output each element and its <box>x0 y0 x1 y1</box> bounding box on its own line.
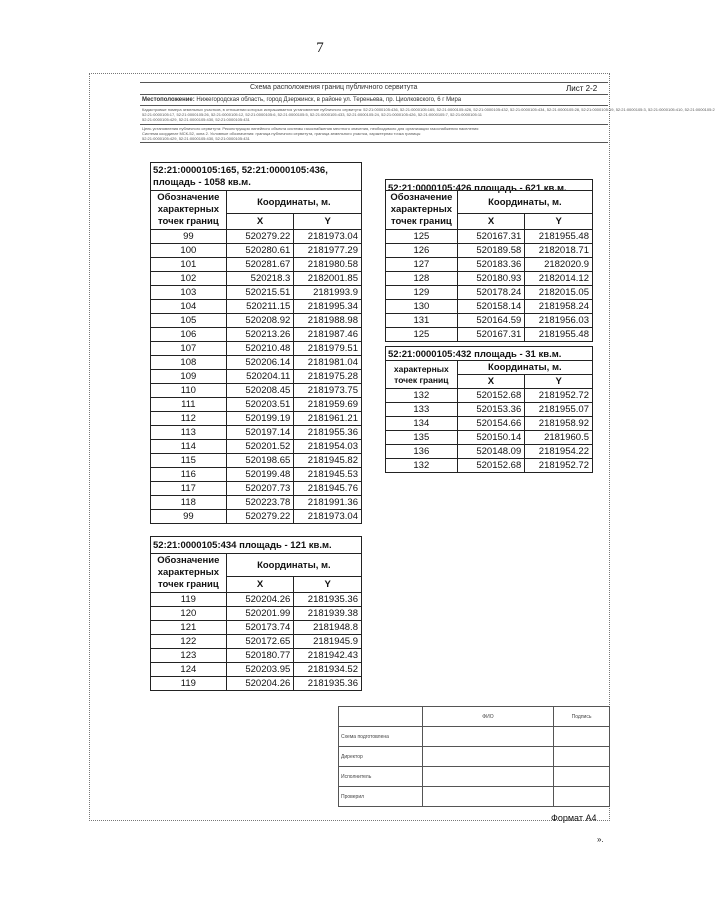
point-number: 103 <box>151 286 227 300</box>
y-coordinate: 2182001.85 <box>294 272 362 286</box>
x-coordinate: 520203.51 <box>226 398 294 412</box>
sig-col-fio: ФИО <box>422 707 553 727</box>
sig-fio-cell <box>422 747 553 767</box>
table4-title: 52:21:0000105:434 площадь - 121 кв.м. <box>150 536 362 553</box>
x-coordinate: 520180.77 <box>226 649 294 663</box>
point-number: 99 <box>151 510 227 524</box>
sig-col-sign: Подпись <box>554 707 610 727</box>
sig-row-director: Директор <box>339 747 423 767</box>
x-coordinate: 520152.68 <box>457 459 525 473</box>
point-number: 115 <box>151 454 227 468</box>
table-row <box>386 230 593 244</box>
y-coordinate: 2182020.9 <box>525 258 593 272</box>
point-number: 125 <box>386 230 458 244</box>
table-row <box>386 417 593 431</box>
point-number: 108 <box>151 356 227 370</box>
table3-title: 52:21:0000105:432 площадь - 31 кв.м. <box>385 346 593 360</box>
x-coordinate: 520203.95 <box>226 663 294 677</box>
point-number: 107 <box>151 342 227 356</box>
point-number: 132 <box>386 389 458 403</box>
column-header-y: Y <box>525 214 593 230</box>
y-coordinate: 2181945.76 <box>294 482 362 496</box>
point-number: 121 <box>151 621 227 635</box>
y-coordinate: 2181979.51 <box>294 342 362 356</box>
x-coordinate: 520201.99 <box>226 607 294 621</box>
cadastral-numbers-text: 52:21:0000105:429, 52:21:0000105:430, 52:21:0000105:431 <box>142 117 250 122</box>
x-coordinate: 520172.65 <box>226 635 294 649</box>
table-row <box>151 454 362 468</box>
table-row <box>151 314 362 328</box>
y-coordinate: 2181952.72 <box>525 389 593 403</box>
x-coordinate: 520208.92 <box>226 314 294 328</box>
coordinates-table-4 <box>150 553 362 691</box>
column-header-coords: Координаты, м. <box>226 191 361 214</box>
y-coordinate: 2181975.28 <box>294 370 362 384</box>
point-number: 113 <box>151 426 227 440</box>
table-row <box>151 510 362 524</box>
y-coordinate: 2181977.29 <box>294 244 362 258</box>
legend-text: 52:21:0000105:429, 52:21:0000105:430, 52:21:0000105:431 <box>142 136 250 141</box>
coordinates-table-1 <box>150 190 362 524</box>
x-coordinate: 520198.65 <box>226 454 294 468</box>
y-coordinate: 2181973.04 <box>294 510 362 524</box>
y-coordinate: 2181942.43 <box>294 649 362 663</box>
y-coordinate: 2181945.9 <box>294 635 362 649</box>
point-number: 116 <box>151 468 227 482</box>
signature-block <box>338 706 610 807</box>
table-row <box>151 440 362 454</box>
x-coordinate: 520204.11 <box>226 370 294 384</box>
table-row <box>386 272 593 286</box>
y-coordinate: 2181973.75 <box>294 384 362 398</box>
point-number: 129 <box>386 286 458 300</box>
table-row <box>386 258 593 272</box>
point-number: 105 <box>151 314 227 328</box>
table-row <box>386 445 593 459</box>
table-row <box>151 300 362 314</box>
header-divider <box>140 142 608 143</box>
x-coordinate: 520167.31 <box>457 230 525 244</box>
table-row <box>151 412 362 426</box>
y-coordinate: 2181991.36 <box>294 496 362 510</box>
x-coordinate: 520218.3 <box>226 272 294 286</box>
sig-row-checked: Проверил <box>339 787 423 807</box>
table-row <box>151 384 362 398</box>
page-number: 7 <box>316 40 324 56</box>
point-number: 100 <box>151 244 227 258</box>
y-coordinate: 2181987.46 <box>294 328 362 342</box>
location-value: Нижегородская область, город Дзержинск, в районе ул. Тереньева, пр. Циолковского, 6 г Мира <box>196 97 462 103</box>
purpose-text: Цель установления публичного сервитута: Реконструкция линейного объекта системы газоснабжения местного значения, необходимого для организации газоснабжения населения <box>142 126 479 131</box>
x-coordinate: 520201.52 <box>226 440 294 454</box>
point-number: 101 <box>151 258 227 272</box>
y-coordinate: 2181960.5 <box>525 431 593 445</box>
column-header-y: Y <box>525 375 593 389</box>
table-row <box>386 403 593 417</box>
table-row <box>151 370 362 384</box>
header-divider <box>140 82 608 83</box>
sig-corner <box>339 707 423 727</box>
table-row <box>151 258 362 272</box>
point-number: 127 <box>386 258 458 272</box>
x-coordinate: 520279.22 <box>226 510 294 524</box>
cadastral-numbers-text: 52:21:0000105:17, 52:21:0000105:26, 52:21:0000105:12, 52:21:0000105:6, 52:21:0000105:5, 52:21:0000105:433, 52:21:0000105:24, 52:21:0000105:426, 52:21:0000105:7, 52:21:0000105:11 <box>142 112 483 117</box>
point-number: 122 <box>151 635 227 649</box>
x-coordinate: 520204.26 <box>226 593 294 607</box>
y-coordinate: 2181958.92 <box>525 417 593 431</box>
point-number: 118 <box>151 496 227 510</box>
x-coordinate: 520189.58 <box>457 244 525 258</box>
point-number: 135 <box>386 431 458 445</box>
closing-quote: ». <box>597 835 604 844</box>
y-coordinate: 2181955.48 <box>525 230 593 244</box>
x-coordinate: 520152.68 <box>457 389 525 403</box>
coordinates-table-3 <box>385 360 593 473</box>
x-coordinate: 520207.73 <box>226 482 294 496</box>
x-coordinate: 520153.36 <box>457 403 525 417</box>
x-coordinate: 520173.74 <box>226 621 294 635</box>
point-number: 132 <box>386 459 458 473</box>
point-number: 119 <box>151 677 227 691</box>
table-row <box>386 431 593 445</box>
table-row <box>151 398 362 412</box>
column-header-y: Y <box>294 577 362 593</box>
table-row <box>386 314 593 328</box>
x-coordinate: 520167.31 <box>457 328 525 342</box>
table-row <box>151 356 362 370</box>
y-coordinate: 2182015.05 <box>525 286 593 300</box>
point-number: 106 <box>151 328 227 342</box>
table-row <box>386 300 593 314</box>
column-header-x: X <box>457 375 525 389</box>
x-coordinate: 520213.26 <box>226 328 294 342</box>
point-number: 126 <box>386 244 458 258</box>
point-number: 120 <box>151 607 227 621</box>
y-coordinate: 2182014.12 <box>525 272 593 286</box>
column-header-x: X <box>457 214 525 230</box>
sig-sign-cell <box>554 787 610 807</box>
table-row <box>151 482 362 496</box>
sig-sign-cell <box>554 727 610 747</box>
y-coordinate: 2181935.36 <box>294 677 362 691</box>
y-coordinate: 2181980.58 <box>294 258 362 272</box>
y-coordinate: 2181956.03 <box>525 314 593 328</box>
table-row <box>386 244 593 258</box>
header-divider <box>140 105 608 106</box>
x-coordinate: 520164.59 <box>457 314 525 328</box>
point-number: 114 <box>151 440 227 454</box>
table-row <box>386 459 593 473</box>
y-coordinate: 2181948.8 <box>294 621 362 635</box>
y-coordinate: 2181939.38 <box>294 607 362 621</box>
y-coordinate: 2181934.52 <box>294 663 362 677</box>
point-number: 125 <box>386 328 458 342</box>
x-coordinate: 520150.14 <box>457 431 525 445</box>
point-number: 119 <box>151 593 227 607</box>
x-coordinate: 520280.61 <box>226 244 294 258</box>
x-coordinate: 520208.45 <box>226 384 294 398</box>
x-coordinate: 520158.14 <box>457 300 525 314</box>
x-coordinate: 520204.26 <box>226 677 294 691</box>
point-number: 130 <box>386 300 458 314</box>
y-coordinate: 2181945.53 <box>294 468 362 482</box>
table-row <box>151 607 362 621</box>
table-row <box>151 328 362 342</box>
y-coordinate: 2181993.9 <box>294 286 362 300</box>
y-coordinate: 2181958.24 <box>525 300 593 314</box>
location-line <box>142 97 461 103</box>
y-coordinate: 2182018.71 <box>525 244 593 258</box>
location-label: Местоположение: <box>142 97 195 103</box>
point-number: 99 <box>151 230 227 244</box>
point-number: 104 <box>151 300 227 314</box>
point-number: 102 <box>151 272 227 286</box>
sheet-label: Лист 2-2 <box>566 84 598 93</box>
y-coordinate: 2181935.36 <box>294 593 362 607</box>
x-coordinate: 520199.19 <box>226 412 294 426</box>
cadastral-numbers-text: Кадастровые номера земельных участков, в отношении которых испрашивается установление публичного сервитута: 52:21:0000105:436, 52:21:0000105:165, 52:21:0000105:426, 52:21:0000105:432, 52:21:0000105:434, 52:21:0000105:28, 52:21:0000105:19, 52:21:0000105:3, 52:21:0000105:410, 52:21:0000105:2 <box>142 107 715 112</box>
y-coordinate: 2181981.04 <box>294 356 362 370</box>
sig-fio-cell <box>422 727 553 747</box>
table-row <box>151 593 362 607</box>
column-header-x: X <box>226 577 294 593</box>
table-row <box>151 496 362 510</box>
column-header-point: характерных точек границ <box>386 361 458 389</box>
table-row <box>151 272 362 286</box>
y-coordinate: 2181961.21 <box>294 412 362 426</box>
table-row <box>151 677 362 691</box>
column-header-point: Обозначение характерных точек границ <box>386 191 458 230</box>
legend-text: Система координат МСК-52, зона 2. Условные обозначения: граница публичного сервитута, граница земельного участка, характерная точка границы <box>142 131 421 136</box>
point-number: 109 <box>151 370 227 384</box>
point-number: 111 <box>151 398 227 412</box>
point-number: 110 <box>151 384 227 398</box>
y-coordinate: 2181973.04 <box>294 230 362 244</box>
table-row <box>151 342 362 356</box>
table-row <box>151 230 362 244</box>
column-header-coords: Координаты, м. <box>457 191 592 214</box>
y-coordinate: 2181995.34 <box>294 300 362 314</box>
point-number: 117 <box>151 482 227 496</box>
y-coordinate: 2181954.03 <box>294 440 362 454</box>
column-header-x: X <box>226 214 294 230</box>
format-label: Формат А4 <box>551 813 597 823</box>
column-header-point: Обозначение характерных точек границ <box>151 554 227 593</box>
header-divider <box>140 124 608 125</box>
x-coordinate: 520279.22 <box>226 230 294 244</box>
x-coordinate: 520199.48 <box>226 468 294 482</box>
column-header-y: Y <box>294 214 362 230</box>
table1-title: 52:21:0000105:165, 52:21:0000105:436, площадь - 1058 кв.м. <box>150 162 362 191</box>
table-row <box>386 389 593 403</box>
column-header-coords: Координаты, м. <box>457 361 592 375</box>
point-number: 134 <box>386 417 458 431</box>
sig-fio-cell <box>422 767 553 787</box>
table-row <box>151 649 362 663</box>
table-row <box>151 426 362 440</box>
table-row <box>386 328 593 342</box>
sig-row-executor: Исполнитель <box>339 767 423 787</box>
y-coordinate: 2181955.48 <box>525 328 593 342</box>
point-number: 123 <box>151 649 227 663</box>
y-coordinate: 2181955.07 <box>525 403 593 417</box>
table-row <box>151 244 362 258</box>
x-coordinate: 520178.24 <box>457 286 525 300</box>
sig-row-prepared: Схема подготовлена <box>339 727 423 747</box>
table-row <box>151 468 362 482</box>
y-coordinate: 2181959.69 <box>294 398 362 412</box>
point-number: 128 <box>386 272 458 286</box>
x-coordinate: 520210.48 <box>226 342 294 356</box>
point-number: 133 <box>386 403 458 417</box>
x-coordinate: 520215.51 <box>226 286 294 300</box>
x-coordinate: 520211.15 <box>226 300 294 314</box>
x-coordinate: 520197.14 <box>226 426 294 440</box>
coordinates-table-2 <box>385 190 593 342</box>
x-coordinate: 520281.67 <box>226 258 294 272</box>
table-row <box>386 286 593 300</box>
table-row <box>151 286 362 300</box>
point-number: 136 <box>386 445 458 459</box>
table-row <box>151 663 362 677</box>
table2-title: 52:21:0000105:426 площадь - 621 кв.м. <box>385 179 593 195</box>
y-coordinate: 2181952.72 <box>525 459 593 473</box>
column-header-coords: Координаты, м. <box>226 554 361 577</box>
x-coordinate: 520180.93 <box>457 272 525 286</box>
header-divider <box>140 94 608 95</box>
point-number: 131 <box>386 314 458 328</box>
table-row <box>151 621 362 635</box>
y-coordinate: 2181945.82 <box>294 454 362 468</box>
table-row <box>151 635 362 649</box>
x-coordinate: 520223.78 <box>226 496 294 510</box>
x-coordinate: 520148.09 <box>457 445 525 459</box>
x-coordinate: 520183.36 <box>457 258 525 272</box>
point-number: 112 <box>151 412 227 426</box>
y-coordinate: 2181988.98 <box>294 314 362 328</box>
x-coordinate: 520154.66 <box>457 417 525 431</box>
column-header-point: Обозначение характерных точек границ <box>151 191 227 230</box>
y-coordinate: 2181954.22 <box>525 445 593 459</box>
sig-fio-cell <box>422 787 553 807</box>
sig-sign-cell <box>554 767 610 787</box>
y-coordinate: 2181955.36 <box>294 426 362 440</box>
point-number: 124 <box>151 663 227 677</box>
x-coordinate: 520206.14 <box>226 356 294 370</box>
scheme-title: Схема расположения границ публичного сервитута <box>250 84 418 91</box>
sig-sign-cell <box>554 747 610 767</box>
